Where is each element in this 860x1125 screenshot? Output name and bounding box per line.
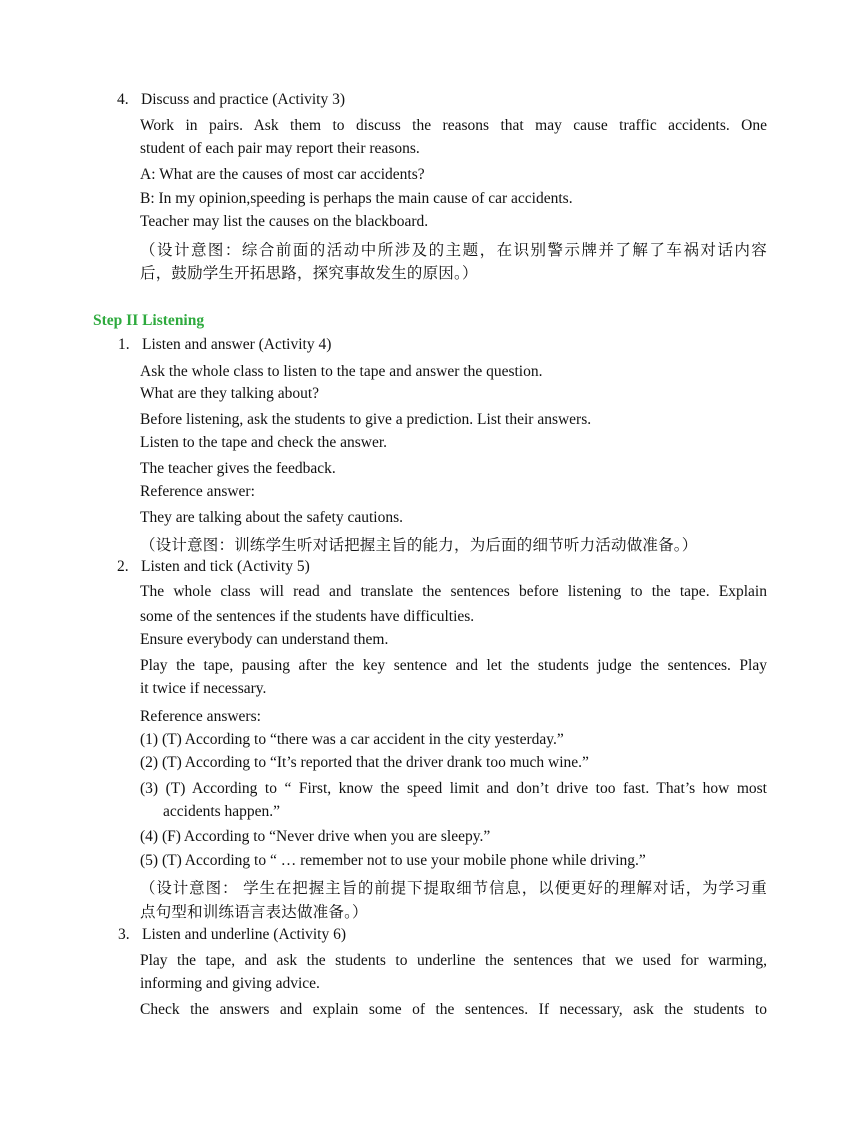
item-number: 4. xyxy=(117,91,129,108)
activity-4-line: Reference answer: xyxy=(140,483,255,500)
design-intent-note: 后，鼓励学生开拓思路，探究事故发生的原因。） xyxy=(140,265,478,282)
reference-answers-label: Reference answers: xyxy=(140,708,261,725)
item-number: 2. xyxy=(117,558,129,575)
activity-4-line: The teacher gives the feedback. xyxy=(140,460,336,477)
activity-4-line: Listen to the tape and check the answer. xyxy=(140,434,388,451)
activity-6-paragraph-line: Play the tape, and ask the students to underline the sentences that we used for warming, xyxy=(140,952,767,969)
dialogue-line-b: B: In my opinion,speeding is perhaps the main cause of car accidents. xyxy=(140,190,573,207)
design-intent-note: （设计意图：综合前面的活动中所涉及的主题，在识别警示牌并了解了车祸对话内容 xyxy=(140,242,767,259)
activity-3-teacher-note: Teacher may list the causes on the blackboard. xyxy=(140,213,429,230)
reference-answer-item: accidents happen.” xyxy=(163,803,281,820)
activity-4-heading: Listen and answer (Activity 4) xyxy=(142,336,332,353)
design-intent-note: （设计意图： 学生在把握主旨的前提下提取细节信息，以便更好的理解对话，为学习重 xyxy=(140,880,767,897)
reference-answer-item: (4) (F) According to “Never drive when you are sleepy.” xyxy=(140,828,491,845)
activity-5-paragraph-line: some of the sentences if the students have difficulties. xyxy=(140,608,475,625)
activity-4-line: What are they talking about? xyxy=(140,385,320,402)
dialogue-line-a: A: What are the causes of most car accidents? xyxy=(140,166,425,183)
activity-6-heading: Listen and underline (Activity 6) xyxy=(142,926,347,943)
reference-answer-item: (5) (T) According to “ … remember not to use your mobile phone while driving.” xyxy=(140,852,646,869)
activity-3-heading: Discuss and practice (Activity 3) xyxy=(141,91,346,108)
activity-6-paragraph-line: informing and giving advice. xyxy=(140,975,320,992)
reference-answer-item: (3) (T) According to “ First, know the speed limit and don’t drive too fast. That’s how most xyxy=(140,780,767,797)
design-intent-note: （设计意图：训练学生听对话把握主旨的能力，为后面的细节听力活动做准备。） xyxy=(140,537,698,554)
activity-4-line: Before listening, ask the students to give a prediction. List their answers. xyxy=(140,411,592,428)
activity-5-paragraph-line: Play the tape, pausing after the key sentence and let the students judge the sentences. Play xyxy=(140,657,767,674)
reference-answer-item: (2) (T) According to “It’s reported that the driver drank too much wine.” xyxy=(140,754,589,771)
item-number: 3. xyxy=(118,926,130,943)
item-number: 1. xyxy=(118,336,130,353)
design-intent-note: 点句型和训练语言表达做准备。） xyxy=(140,904,368,921)
activity-6-paragraph-line: Check the answers and explain some of the sentences. If necessary, ask the students to xyxy=(140,1001,767,1018)
reference-answer-item: (1) (T) According to “there was a car accident in the city yesterday.” xyxy=(140,731,564,748)
section-heading-step-2: Step II Listening xyxy=(93,312,205,329)
activity-4-line: They are talking about the safety cautions. xyxy=(140,509,403,526)
activity-5-paragraph-line: The whole class will read and translate the sentences before listening to the tape. Explain xyxy=(140,583,767,600)
activity-5-paragraph-line: Ensure everybody can understand them. xyxy=(140,631,389,648)
activity-3-paragraph-line: student of each pair may report their reasons. xyxy=(140,140,420,157)
activity-4-line: Ask the whole class to listen to the tape and answer the question. xyxy=(140,363,543,380)
activity-5-heading: Listen and tick (Activity 5) xyxy=(141,558,310,575)
activity-5-paragraph-line: it twice if necessary. xyxy=(140,680,267,697)
activity-3-paragraph-line: Work in pairs. Ask them to discuss the reasons that may cause traffic accidents. One xyxy=(140,117,767,134)
